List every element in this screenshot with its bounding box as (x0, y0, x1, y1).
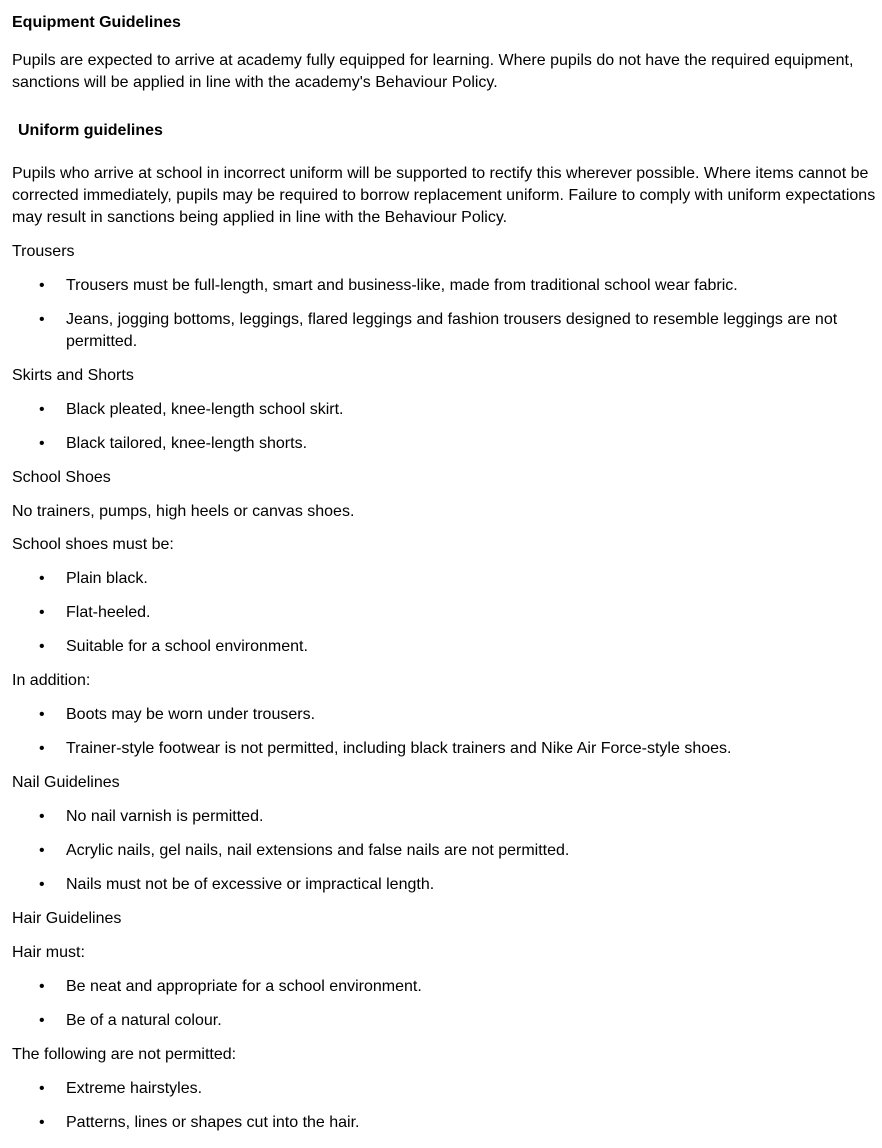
bullet-icon: • (39, 740, 45, 757)
bullet-icon: • (39, 435, 45, 452)
bullet-icon: • (39, 311, 45, 328)
equipment-heading: Equipment Guidelines (12, 14, 181, 31)
shoes-label: School Shoes (12, 469, 111, 486)
list-item-text: Suitable for a school environment. (66, 638, 308, 655)
nails-label: Nail Guidelines (12, 774, 120, 791)
list-item-text: No nail varnish is permitted. (66, 808, 264, 825)
list-item-text: Nails must not be of excessive or impractical length. (66, 876, 435, 893)
bullet-icon: • (39, 706, 45, 723)
hair-not-permitted-label: The following are not permitted: (12, 1046, 237, 1063)
equipment-paragraph: Pupils are expected to arrive at academy fully equipped for learning. Where pupils do not have the required equipment, sanctions will be applied in line with the academy's Behaviour Policy. (12, 52, 854, 91)
list-item-text: Acrylic nails, gel nails, nail extensions and false nails are not permitted. (66, 842, 570, 859)
skirts-label: Skirts and Shorts (12, 367, 134, 384)
bullet-icon: • (39, 842, 45, 859)
bullet-icon: • (39, 401, 45, 418)
trousers-label: Trousers (12, 243, 75, 260)
list-item-text: Plain black. (66, 570, 148, 587)
list-item-text: Jeans, jogging bottoms, leggings, flared leggings and fashion trousers designed to resemble leggings are not permitted. (66, 311, 838, 350)
list-item-text: Black tailored, knee-length shorts. (66, 435, 308, 452)
shoes-must-label: School shoes must be: (12, 536, 174, 553)
list-item-text: Flat-heeled. (66, 604, 151, 621)
bullet-icon: • (39, 638, 45, 655)
bullet-icon: • (39, 978, 45, 995)
list-item-text: Patterns, lines or shapes cut into the hair. (66, 1114, 360, 1131)
bullet-icon: • (39, 1012, 45, 1029)
list-item-text: Trainer-style footwear is not permitted, including black trainers and Nike Air Force-style shoes. (66, 740, 732, 757)
uniform-paragraph: Pupils who arrive at school in incorrect uniform will be supported to rectify this wherever possible. Where items cannot be corrected immediately, pupils may be required to borrow replacement uniform. Failure to comply with uniform expectations may result in sanctions being applied in line with the Behaviour Policy. (12, 165, 876, 226)
list-item-text: Boots may be worn under trousers. (66, 706, 316, 723)
bullet-icon: • (39, 277, 45, 294)
bullet-icon: • (39, 604, 45, 621)
list-item-text: Be of a natural colour. (66, 1012, 222, 1029)
list-item-text: Extreme hairstyles. (66, 1080, 203, 1097)
shoes-addition-label: In addition: (12, 672, 91, 689)
list-item-text: Black pleated, knee-length school skirt. (66, 401, 344, 418)
hair-must-label: Hair must: (12, 944, 85, 961)
bullet-icon: • (39, 808, 45, 825)
bullet-icon: • (39, 1114, 45, 1131)
hair-label: Hair Guidelines (12, 910, 122, 927)
bullet-icon: • (39, 1080, 45, 1097)
list-item-text: Trousers must be full-length, smart and business-like, made from traditional school wear fabric. (66, 277, 738, 294)
bullet-icon: • (39, 570, 45, 587)
uniform-heading: Uniform guidelines (18, 122, 163, 139)
shoes-note: No trainers, pumps, high heels or canvas shoes. (12, 503, 355, 520)
list-item-text: Be neat and appropriate for a school environment. (66, 978, 422, 995)
bullet-icon: • (39, 876, 45, 893)
